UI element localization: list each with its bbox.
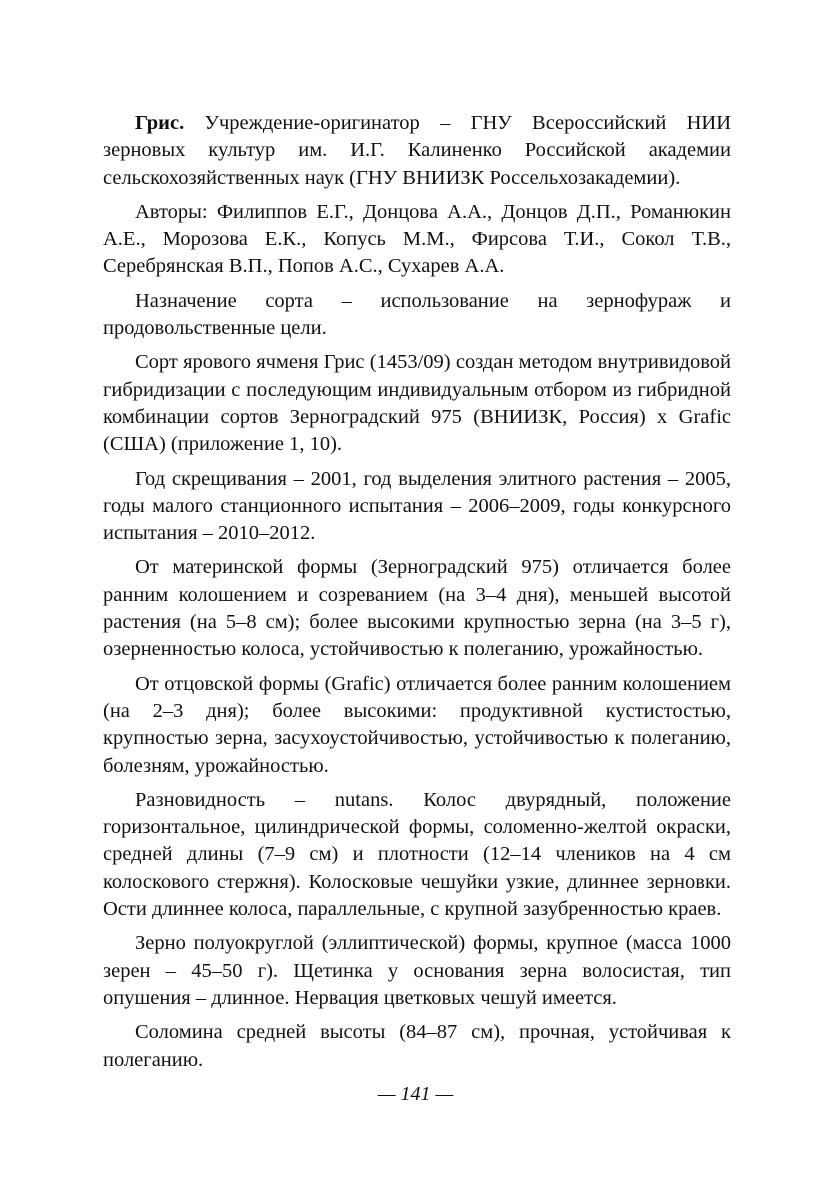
paragraph-maternal-comparison: От материнской формы (Зерноградский 975) отличается более ранним колошением и созреванием (на 3–4 дня), меньшей высотой растения (на 5–8 см); более высокими крупностью зерна (на 3–5 г), озерненностью колоса, устойчивостью к полеганию, урожайностью. xyxy=(103,556,731,661)
paragraph-variety-description: Разновидность – nutans. Колос двурядный, положение горизонтальное, цилиндрической формы, соломенно-желтой окраски, средней длины (7–9 см) и плотности (12–14 члеников на 4 см колоскового стержня). Колосковые чешуйки узкие, длиннее зерновки. Ости длиннее колоса, параллельные, с крупной зазубренностью краев. xyxy=(103,788,731,921)
paragraph-origin xyxy=(103,110,731,192)
paragraph-authors: Авторы: Филиппов Е.Г., Донцова А.А., Донцов Д.П., Романюкин А.Е., Морозова Е.К., Копусь М.М., Фирсова Т.И., Сокол Т.В., Серебрянская В.П., Попов А.С., Сухарев А.А. xyxy=(103,200,731,278)
page-number: — 141 — xyxy=(377,1083,454,1105)
paragraph-breeding-method: Сорт ярового ячменя Грис (1453/09) создан методом внутривидовой гибридизации с последующим индивидуальным отбором из гибридной комбинации сортов Зерноградский 975 (ВНИИЗК, Россия) х Grafic (США) (приложение 1, 10). xyxy=(103,351,731,456)
paragraph-timeline: Год скрещивания – 2001, год выделения элитного растения – 2005, годы малого станционного испытания – 2006–2009, годы конкурсного испытания – 2010–2012. xyxy=(103,467,731,545)
paragraph-grain: Зерно полуокруглой (эллиптической) формы, крупное (масса 1000 зерен – 45–50 г). Щетинка у основания зерна волосистая, тип опушения – длинное. Нервация цветковых чешуй имеется. xyxy=(103,932,731,1009)
paragraph-paternal-comparison: От отцовской формы (Grafic) отличается более ранним колошением (на 2–3 дня); более высокими: продуктивной кустистостью, крупностью зерна, засухоустойчивостью, устойчивостью к полеганию, болезням, урожайностью. xyxy=(103,672,731,777)
paragraph-straw: Соломина средней высоты (84–87 см), прочная, устойчивая к полеганию. xyxy=(103,1021,731,1071)
paragraph-purpose: Назначение сорта – использование на зернофураж и продовольственные цели. xyxy=(103,289,731,340)
page-body xyxy=(103,110,731,1081)
paragraph-text: Учреждение-оригинатор – ГНУ Всероссийский НИИ зерновых культур им. И.Г. Калиненко Российской академии сельскохозяйственных наук (ГНУ ВНИИЗК Россельхозакадемии). xyxy=(103,112,731,189)
variety-name: Грис. xyxy=(135,112,185,134)
